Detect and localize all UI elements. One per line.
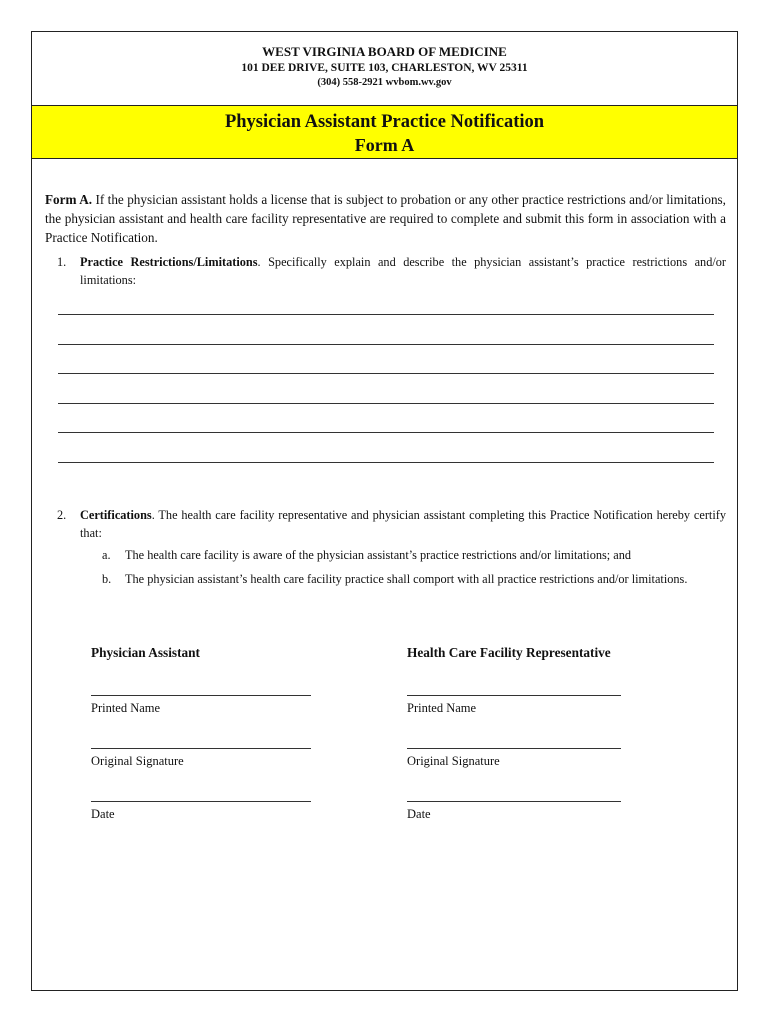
physician-assistant-heading: Physician Assistant: [91, 645, 200, 660]
pa-printed-name-line[interactable]: [91, 695, 311, 696]
restrictions-line-3[interactable]: [58, 373, 714, 374]
section-text: . The health care facility representative and physician assistant completing this Practice Notification hereby certify that:: [80, 508, 726, 540]
intro-text: If the physician assistant holds a license that is subject to probation or any other practice restrictions and/or limitations, the physician assistant and health care facility representative are required to complete and submit this form in association with a Practice Notification.: [45, 192, 726, 245]
form-title: Physician Assistant Practice Notification: [224, 112, 545, 132]
restrictions-line-5[interactable]: [58, 432, 714, 433]
pa-signature-line[interactable]: [91, 748, 311, 749]
letterhead: [32, 32, 737, 106]
pa-date-label: Date: [91, 807, 115, 821]
section-text: . Specifically explain and describe the physician assistant’s practice restrictions and/or limitations:: [80, 255, 726, 287]
pa-signature-label: Original Signature: [91, 754, 184, 768]
item-text: The health care facility is aware of the physician assistant’s practice restrictions and/or limitations; and: [125, 548, 632, 562]
intro-lead: Form A.: [45, 192, 93, 207]
restrictions-line-1[interactable]: [58, 314, 714, 315]
rep-date-line[interactable]: [407, 801, 621, 802]
rep-signature-line[interactable]: [407, 748, 621, 749]
section-number: 1.: [57, 255, 67, 269]
title-banner: [32, 106, 737, 159]
form-subtitle: Form A: [354, 135, 415, 155]
form-frame: [31, 31, 738, 991]
section-heading: Certifications: [80, 508, 152, 522]
pa-printed-name-label: Printed Name: [91, 701, 161, 715]
organization-name: WEST VIRGINIA BOARD OF MEDICINE: [262, 44, 507, 59]
restrictions-line-6[interactable]: [58, 462, 714, 463]
section-number: 2.: [57, 508, 67, 522]
organization-address: 101 DEE DRIVE, SUITE 103, CHARLESTON, WV 25311: [241, 62, 528, 74]
rep-signature-label: Original Signature: [407, 754, 500, 768]
rep-date-label: Date: [407, 807, 431, 821]
restrictions-line-4[interactable]: [58, 403, 714, 404]
facility-representative-heading: Health Care Facility Representative: [407, 645, 611, 660]
item-text: The physician assistant’s health care facility practice shall comport with all practice restrictions and/or limitations.: [125, 572, 688, 586]
intro-paragraph: [45, 190, 726, 247]
restrictions-line-2[interactable]: [58, 344, 714, 345]
pa-date-line[interactable]: [91, 801, 311, 802]
item-letter: b.: [102, 572, 112, 586]
rep-printed-name-line[interactable]: [407, 695, 621, 696]
rep-printed-name-label: Printed Name: [407, 701, 477, 715]
item-letter: a.: [102, 548, 111, 562]
section-heading: Practice Restrictions/Limitations: [80, 255, 258, 269]
organization-contact: (304) 558-2921 wvbom.wv.gov: [317, 77, 452, 88]
